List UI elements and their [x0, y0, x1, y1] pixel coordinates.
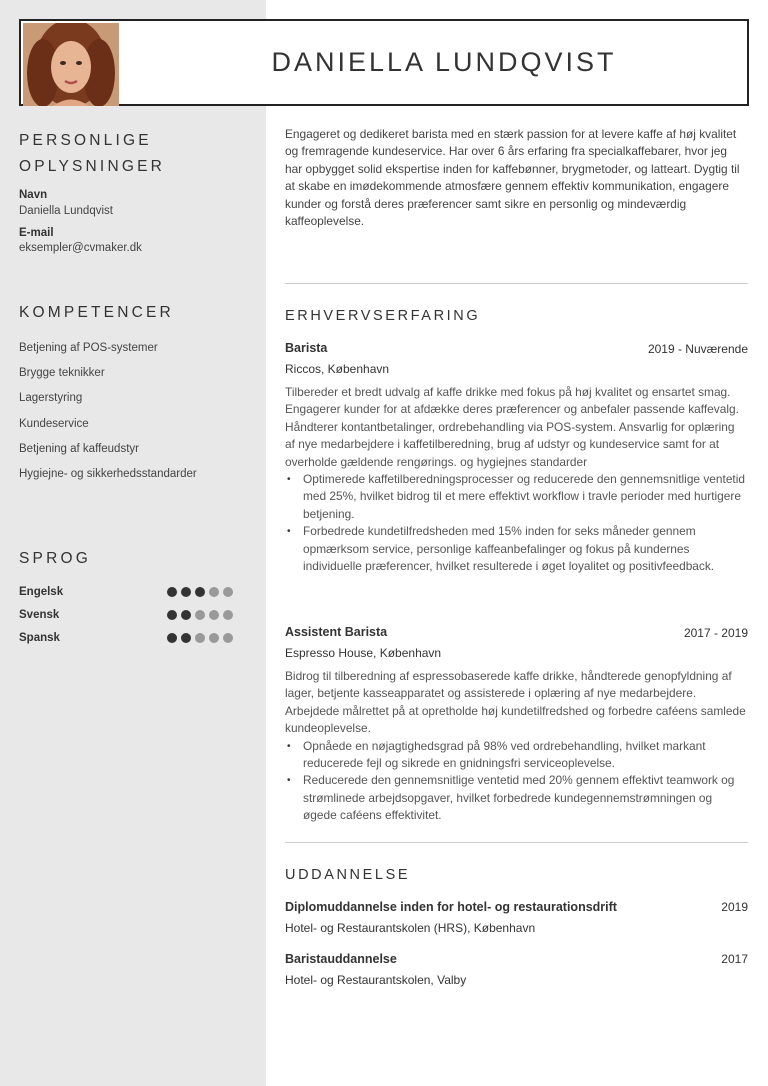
level-dot-empty	[209, 587, 219, 597]
language-name: Engelsk	[19, 586, 64, 598]
profile-summary: Engageret og dedikeret barista med en stærk passion for at levere kaffe af høj kvalitet og fremragende kundeservice. Har over 6 års erfaring fra specialkaffebarer, hvor jeg har opbygget solid ekspertise inden for kaffebønner, brygmetoder, og latteart. Dygtig til at skabe en imødekommende atmosfære gennem effektiv kommunikation, engagere kunder og forstå deres præferencer samt sikre en personlig og mindeværdig kaffeoplevelse.	[285, 127, 740, 229]
education-school: Hotel- og Restaurantskolen, Valby	[285, 973, 467, 987]
education-heading: UDDANNELSE	[285, 867, 411, 883]
language-name: Spansk	[19, 632, 60, 644]
level-dot-filled	[195, 587, 205, 597]
portrait-image	[23, 23, 119, 106]
level-dot-filled	[167, 633, 177, 643]
skills-list	[19, 340, 197, 491]
job-title: Assistent Barista	[285, 625, 388, 639]
job-company: Riccos, København	[285, 362, 390, 376]
achievement-item: • Optimerede kaffetilberedningsprocesser og reducerede den gennemsnitlige ventetid med 25%, hvilket bidrog til et mere effektivt workflow i travle perioder med hurtigere betjening.	[285, 471, 747, 523]
job-title: Barista	[285, 341, 328, 355]
level-dot-empty	[209, 633, 219, 643]
skills-heading: KOMPETENCER	[19, 304, 174, 321]
personal-info-heading-line2: OPLYSNINGER	[19, 158, 166, 175]
language-row	[19, 607, 233, 623]
level-dot-filled	[181, 610, 191, 620]
skill-item: Kundeservice	[19, 417, 89, 430]
skill-item: Betjening af kaffeudstyr	[19, 442, 139, 455]
email-value: eksempler@cvmaker.dk	[19, 242, 142, 254]
job-date: 2017 - 2019	[683, 626, 748, 640]
education-date: 2019	[721, 900, 748, 914]
education-title: Diplomuddannelse inden for hotel- og restaurationsdrift	[285, 900, 617, 914]
profile-photo	[23, 23, 119, 106]
level-dot-empty	[223, 610, 233, 620]
job-description: Bidrog til tilberedning af espressobaserede kaffe drikke, håndterede genopfyldning af lager, betjente kasseapparatet og assisterede i oplæring af nye medarbejdere. Arbejdede målrettet på at opretholde høj kundetilfredshed og forbedre caféens samlede kundeoplevelse.	[285, 669, 746, 736]
section-divider	[285, 842, 748, 843]
full-name: DANIELLA LUNDQVIST	[271, 47, 617, 77]
level-dot-filled	[167, 587, 177, 597]
skill-item: Hygiejne- og sikkerhedsstandarder	[19, 467, 197, 480]
education-school: Hotel- og Restaurantskolen (HRS), København	[285, 921, 536, 935]
language-level-dots	[167, 610, 233, 620]
achievement-item: • Reducerede den gennemsnitlige ventetid med 20% gennem effektivt teamwork og strømlinede arbejdsopgaver, hvilket forbedrede kundegennemstrømningen og øgede caféens effektivitet.	[285, 772, 747, 824]
name-value: Daniella Lundqvist	[19, 205, 113, 217]
level-dot-empty	[195, 610, 205, 620]
personal-info-heading-line1: PERSONLIGE	[19, 132, 152, 149]
language-row	[19, 584, 233, 600]
language-name: Svensk	[19, 609, 60, 621]
skill-item: Betjening af POS-systemer	[19, 342, 158, 354]
level-dot-filled	[167, 610, 177, 620]
achievement-item: • Forbedrede kundetilfredsheden med 15% inden for seks måneder gennem opmærksom service, personlige kaffeanbefalinger og fokus på kundernes individuelle præferencer, hvilket resulterede i øget loyalitet og positivfeedback.	[285, 523, 747, 575]
skill-item: Lagerstyring	[19, 392, 83, 405]
skill-item: Brygge teknikker	[19, 367, 105, 380]
experience-heading: ERHVERVSERFARING	[285, 308, 481, 324]
job-description: Tilbereder et bredt udvalg af kaffe drikke med fokus på høj kvalitet og ensartet smag. Engagerer kunder for at afdække deres præferencer og anbefaler passende kaffevalg. Håndterer kontantbetalinger, ordrebehandling via POS-system. Ansvarlig for oplæring af nye medarbejdere i kaffetilberedning, brug af udstyr og kundeservice samt for at overholde gældende rengørings. og hygiejnes standarder	[285, 385, 739, 469]
section-divider	[285, 283, 748, 284]
email-label: E-mail	[19, 227, 54, 239]
language-row	[19, 630, 233, 646]
job-company: Espresso House, København	[285, 646, 442, 660]
header	[19, 19, 749, 106]
achievement-item: • Opnåede en nøjagtighedsgrad på 98% ved ordrebehandling, hvilket markant reducerede fejl og sikrede en gnidningsfri serviceoplevelse.	[285, 738, 747, 773]
level-dot-empty	[223, 587, 233, 597]
job-date: 2019 - Nuværende	[647, 342, 748, 356]
level-dot-empty	[209, 610, 219, 620]
job-achievements	[285, 738, 747, 825]
job-achievements	[285, 471, 747, 575]
level-dot-filled	[181, 587, 191, 597]
language-level-dots	[167, 587, 233, 597]
level-dot-empty	[223, 633, 233, 643]
education-title: Baristauddannelse	[285, 952, 397, 966]
level-dot-empty	[195, 633, 205, 643]
languages-heading: SPROG	[19, 550, 91, 567]
personal-info-heading	[19, 128, 165, 180]
job-details	[285, 668, 747, 825]
job-details	[285, 384, 747, 575]
level-dot-filled	[181, 633, 191, 643]
name-label: Navn	[19, 189, 48, 201]
language-level-dots	[167, 633, 233, 643]
education-date: 2017	[721, 952, 748, 966]
